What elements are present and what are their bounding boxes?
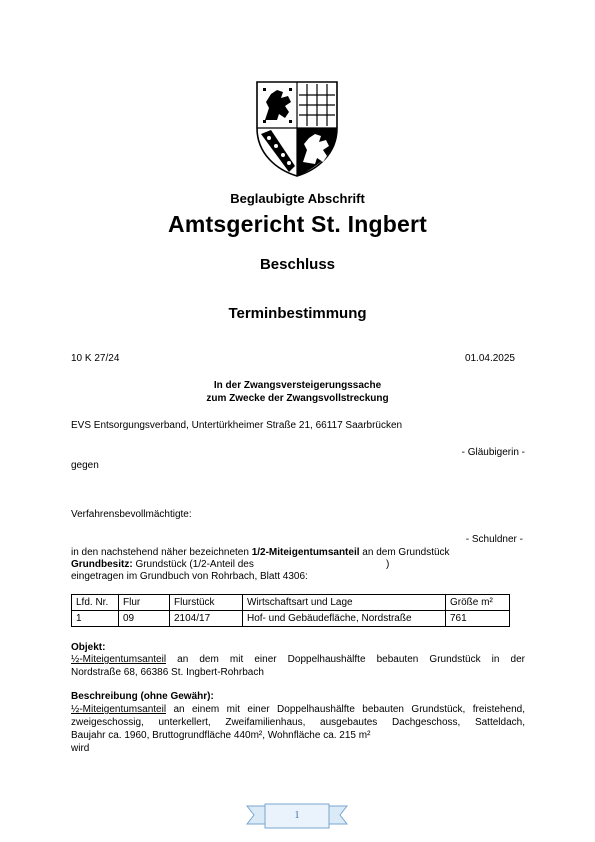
table-cell: 1 bbox=[72, 611, 119, 627]
table-row bbox=[72, 611, 510, 627]
table-header-cell: Flurstück bbox=[170, 595, 243, 611]
table-header-cell: Lfd. Nr. bbox=[72, 595, 119, 611]
objekt-line-2: Nordstraße 68, 66386 St. Ingbert-Rohrbach bbox=[71, 667, 264, 678]
property-intro-suffix: an dem Grundstück bbox=[359, 547, 450, 558]
decision-type: Beschluss bbox=[259, 256, 336, 273]
table-header-cell: Wirtschaftsart und Lage bbox=[243, 595, 446, 611]
beschreibung-share: ½-Miteigentumsanteil bbox=[71, 704, 167, 715]
matter-line-1: In der Zwangsversteigerungssache bbox=[213, 380, 382, 391]
debtor-role: - Schuldner - bbox=[465, 534, 523, 545]
table-cell: 2104/17 bbox=[170, 611, 243, 627]
certification-title: Beglaubigte Abschrift bbox=[230, 191, 365, 206]
property-intro-share: 1/2-Miteigentumsanteil bbox=[251, 547, 360, 558]
beschreibung-line-1-rest: an einem mit einer Doppelhaushälfte bebauten Grundstück, freistehend, bbox=[166, 704, 525, 715]
beschreibung-line-2: zweigeschossig, unterkellert, Zweifamilienhaus, ausgebautes Dachgeschoss, Satteldach, bbox=[71, 717, 525, 728]
beschreibung-line-4: wird bbox=[71, 743, 90, 754]
decision-date: 01.04.2025 bbox=[464, 353, 515, 364]
grundbesitz-close: ) bbox=[386, 559, 390, 570]
beschreibung-line-1 bbox=[71, 703, 525, 716]
property-intro-prefix: in den nachstehend näher bezeichneten bbox=[71, 547, 252, 558]
grundbesitz-label: Grundbesitz: bbox=[71, 559, 133, 570]
land-register: eingetragen im Grundbuch von Rohrbach, Blatt 4306: bbox=[71, 571, 308, 582]
court-name: Amtsgericht St. Ingbert bbox=[168, 211, 427, 237]
table-header-cell: Flur bbox=[119, 595, 170, 611]
grundbesitz-text: Grundstück (1/2-Anteil des bbox=[132, 559, 254, 570]
objekt-share: ½-Miteigentumsanteil bbox=[71, 654, 167, 665]
table-cell: 09 bbox=[119, 611, 170, 627]
table-header-cell: Größe m² bbox=[446, 595, 510, 611]
beschreibung-line-3: Baujahr ca. 1960, Bruttogrundfläche 440m², Wohnfläche ca. 215 m² bbox=[71, 730, 371, 741]
table-cell: Hof- und Gebäudefläche, Nordstraße bbox=[243, 611, 446, 627]
page-number: 1 bbox=[294, 810, 300, 821]
beschreibung-label: Beschreibung (ohne Gewähr): bbox=[71, 691, 214, 702]
property-table bbox=[71, 594, 510, 627]
creditor: EVS Entsorgungsverband, Untertürkheimer Straße 21, 66117 Saarbrücken bbox=[71, 420, 403, 431]
table-header-row bbox=[72, 595, 510, 611]
objekt-line-1-rest: an dem mit einer Doppelhaushälfte bebauten Grundstück in der bbox=[166, 654, 525, 665]
saarland-coat-of-arms-icon bbox=[255, 80, 339, 178]
decision-subject: Terminbestimmung bbox=[228, 305, 367, 322]
matter-line-2: zum Zwecke der Zwangsvollstreckung bbox=[206, 393, 389, 404]
objekt-line-1 bbox=[71, 653, 525, 666]
against-label: gegen bbox=[71, 460, 99, 471]
representatives-label: Verfahrensbevollmächtigte: bbox=[71, 509, 192, 520]
objekt-label: Objekt: bbox=[71, 642, 106, 653]
file-number: 10 K 27/24 bbox=[71, 353, 120, 364]
table-cell: 761 bbox=[446, 611, 510, 627]
creditor-role: - Gläubigerin - bbox=[461, 447, 525, 458]
